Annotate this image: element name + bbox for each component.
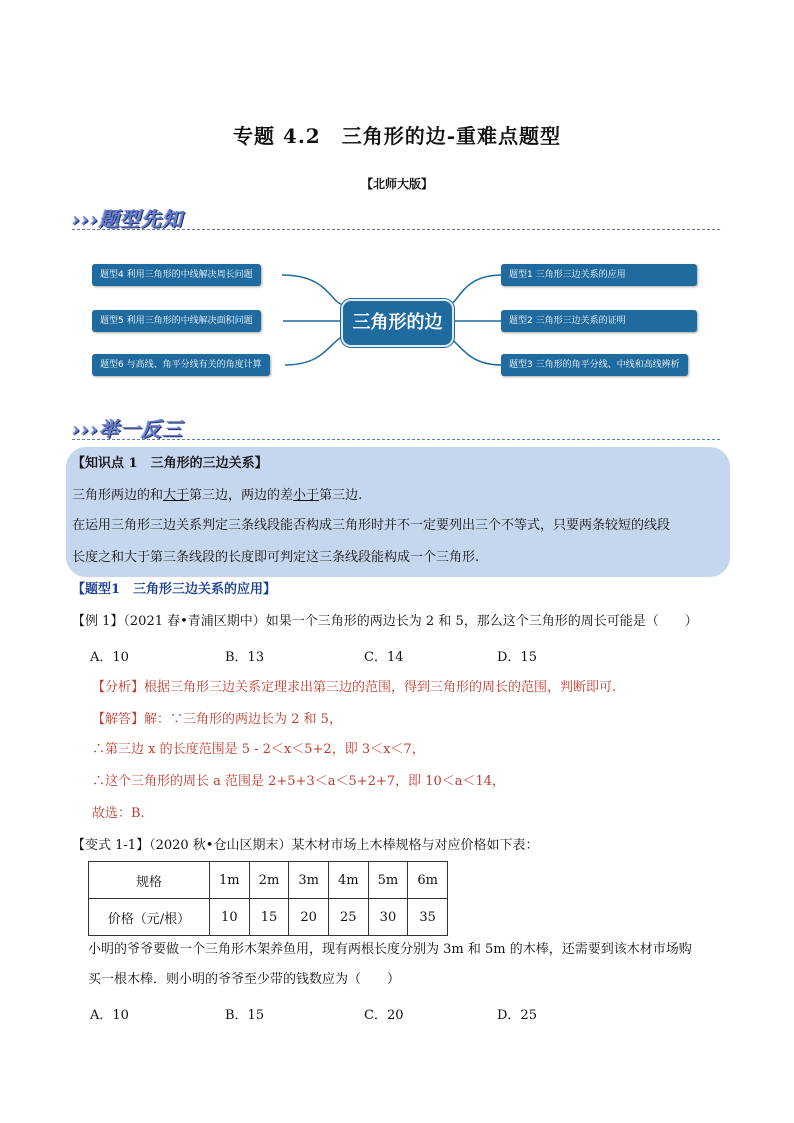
- variant1-question-2: 买一根木棒．则小明的爷爷至少带的钱数应为（ ）: [88, 972, 401, 987]
- key-term: 小于: [293, 488, 320, 503]
- variant1-stem: 【变式 1-1】（2020 秋•仓山区期末）某木材市场上木棒规格与对应价格如下表：: [72, 838, 539, 853]
- variant1-option-a: A．10: [90, 1008, 129, 1023]
- example1-answer-3: ∴这个三角形的周长 a 范围是 2+5+3＜a＜5+2+7，即 10＜a＜14，: [92, 774, 506, 789]
- table-cell: 3m: [289, 862, 329, 899]
- mindmap-node-type4: 题型4 利用三角形的中线解决周长问题: [92, 264, 261, 286]
- table-cell: 4m: [328, 862, 368, 899]
- divider: [72, 229, 720, 230]
- section-banner-practice: ›››举一反三: [72, 417, 183, 441]
- example1-answer-2: ∴第三边 x 的长度范围是 5 - 2＜x＜5+2，即 3＜x＜7，: [92, 742, 425, 757]
- text-span: 三角形两边的和: [72, 488, 164, 503]
- table-cell: 1m: [210, 862, 250, 899]
- example1-option-a: A．10: [90, 650, 129, 665]
- price-table: [88, 861, 448, 936]
- example1-option-c: C．14: [364, 650, 404, 665]
- type1-heading: 【题型1 三角形三边关系的应用】: [72, 582, 277, 597]
- text-span: 第三边，两边的差: [189, 488, 294, 503]
- variant1-question-1: 小明的爷爷要做一个三角形木架养鱼用，现有两根长度分别为 3m 和 5m 的木棒，还需要到该木材市场购: [88, 942, 692, 957]
- document-title: 专题 4.2 三角形的边-重难点题型: [232, 124, 562, 148]
- mindmap-node-type3: 题型3 三角形的角平分线、中线和高线辨析: [501, 354, 688, 376]
- example1-analysis: [92, 678, 616, 698]
- analysis-label: 【分析】: [92, 680, 145, 695]
- example1-option-d: D．15: [497, 650, 537, 665]
- knowledge-line-2: 在运用三角形三边关系判定三条线段能否构成三角形时并不一定要列出三个不等式，只要两条较短的线段: [72, 518, 671, 533]
- table-cell: 10: [210, 899, 250, 936]
- table-cell: 15: [249, 899, 289, 936]
- example1-answer-4: 故选：B.: [92, 806, 145, 821]
- table-row: [89, 899, 448, 936]
- table-cell: 30: [368, 899, 408, 936]
- key-term: 大于: [163, 488, 190, 503]
- mindmap-node-type6: 题型6 与高线、角平分线有关的角度计算: [92, 354, 270, 376]
- table-cell: 6m: [408, 862, 448, 899]
- table-cell: 价格（元/根）: [89, 899, 210, 936]
- mindmap-node-type5: 题型5 利用三角形的中线解决面积问题: [92, 310, 261, 332]
- divider: [72, 439, 720, 440]
- table-cell: 35: [408, 899, 448, 936]
- table-cell: 5m: [368, 862, 408, 899]
- knowledge-line-3: 长度之和大于第三条线段的长度即可判定这三条线段能构成一个三角形.: [72, 550, 480, 565]
- text-span: 第三边.: [319, 488, 363, 503]
- knowledge-line-1: [72, 486, 362, 506]
- answer-text: 解：∵三角形的两边长为 2 和 5，: [144, 712, 342, 727]
- table-cell: 25: [328, 899, 368, 936]
- mindmap-node-type1: 题型1 三角形三边关系的应用: [501, 264, 697, 286]
- analysis-text: 根据三角形三边关系定理求出第三边的范围，得到三角形的周长的范围，判断即可.: [144, 680, 617, 695]
- mindmap-node-type2: 题型2 三角形三边关系的证明: [501, 310, 697, 332]
- table-cell: 规格: [89, 862, 210, 899]
- answer-label: 【解答】: [92, 712, 145, 727]
- example1-stem: 【例 1】（2021 春•青浦区期中）如果一个三角形的两边长为 2 和 5，那么这个三角形的周长可能是（ ）: [72, 614, 698, 629]
- example1-option-b: B．13: [225, 650, 265, 665]
- knowledge-heading: 【知识点 1 三角形的三边关系】: [72, 456, 268, 471]
- mindmap-center-node: 三角形的边: [341, 299, 454, 347]
- table-cell: 2m: [249, 862, 289, 899]
- variant1-option-c: C．20: [364, 1008, 404, 1023]
- example1-answer-1: [92, 710, 342, 730]
- table-row: [89, 862, 448, 899]
- table-cell: 20: [289, 899, 329, 936]
- variant1-option-b: B．15: [225, 1008, 265, 1023]
- section-banner-preview: ›››题型先知: [72, 207, 183, 231]
- edition-label: 【北师大版】: [360, 177, 433, 191]
- variant1-option-d: D．25: [497, 1008, 537, 1023]
